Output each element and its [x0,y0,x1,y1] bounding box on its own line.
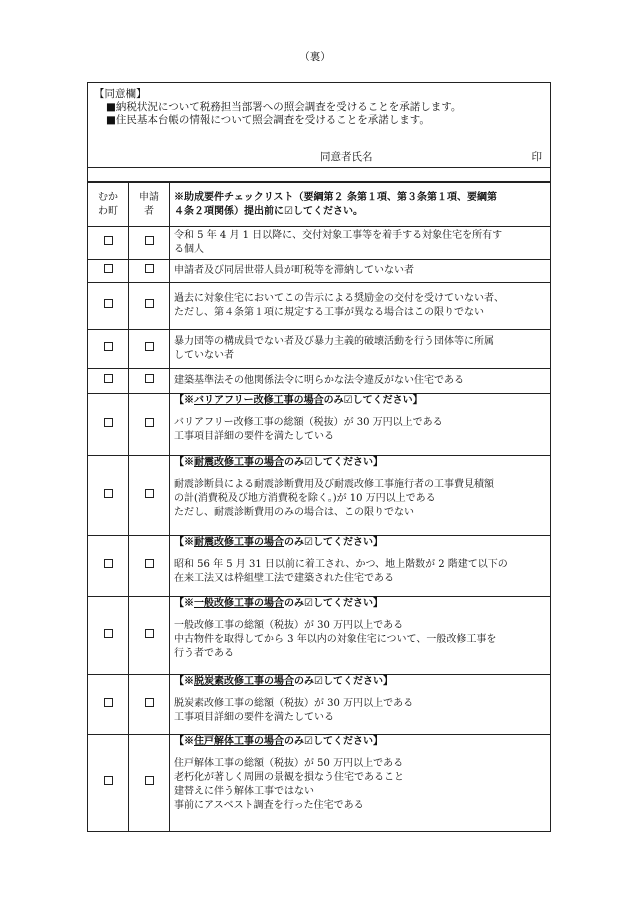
applicant-header-text: 申請 [139,191,159,203]
town-check-cell [88,260,129,283]
consent-resident-statement: ■住民基本台帳の情報について照会調査を受けることを承諾します。 [106,114,430,126]
checklist-row [88,675,551,735]
checklist-title [170,183,551,227]
checked-box-icon: ☑ [314,676,323,687]
spacer [174,470,546,478]
applicant-check-cell [129,369,170,394]
town-checkbox[interactable] [104,236,113,245]
town-check-cell [88,369,129,394]
applicant-checkbox[interactable] [145,698,154,707]
town-header-text: むか [98,191,118,203]
checklist-row [88,330,551,369]
checked-box-icon: ☑ [304,537,313,548]
checked-box-icon: ☑ [284,205,293,217]
town-checkbox[interactable] [104,776,113,785]
applicant-checkbox[interactable] [145,374,154,383]
town-column-header [88,183,129,227]
requirement-text: 耐震診断員による耐震診断費用及び耐震改修工事施行者の工事費見積額 [174,479,494,490]
requirement-text-cell [170,675,551,735]
conditional-heading [174,456,546,470]
requirement-text: ただし、耐震診断費用のみの場合は、この限りでない [174,507,414,518]
town-checkbox[interactable] [104,374,113,383]
town-checkbox[interactable] [104,342,113,351]
town-checkbox[interactable] [104,299,113,308]
requirement-text-cell [170,283,551,330]
conditional-heading-part: してください】 [312,457,383,468]
applicant-check-cell [129,260,170,283]
conditional-heading-part: のみ [323,395,344,406]
requirement-text: 建替えに伴う解体工事ではない [174,786,314,797]
town-check-cell [88,735,129,832]
checked-box-icon: ☑ [343,395,353,406]
applicant-check-cell [129,283,170,330]
applicant-check-cell [129,456,170,536]
town-check-cell [88,456,129,536]
conditional-heading-part: してください】 [322,676,393,687]
spacer [174,749,546,757]
town-check-cell [88,227,129,260]
conditional-heading-part: してください】 [312,537,383,548]
town-checkbox[interactable] [104,629,113,638]
seal-label: 印 [531,151,542,163]
requirement-text: る個人 [174,244,204,255]
conditional-heading [174,394,546,408]
section-divider [87,168,551,182]
requirement-text-cell [170,597,551,675]
applicant-checkbox[interactable] [145,629,154,638]
checklist-row [88,735,551,832]
spacer [174,611,546,619]
applicant-check-cell [129,675,170,735]
checklist-header-row [88,183,551,227]
checklist-row [88,597,551,675]
signer-name-label: 同意者氏名 [320,151,373,163]
conditional-heading-part: のみ [284,736,304,747]
conditional-heading-part: のみ [294,676,314,687]
requirement-text-cell [170,330,551,369]
checked-box-icon: ☑ [304,598,313,609]
requirement-text: していない者 [174,350,234,361]
applicant-checkbox[interactable] [145,264,154,273]
conditional-heading-part: 耐震改修工事の場合 [194,537,284,548]
requirement-text-cell [170,369,551,394]
checklist-title-line: してください。 [292,205,363,217]
conditional-heading-part: 脱炭素改修工事の場合 [194,676,294,687]
conditional-heading-part: のみ [284,457,304,468]
conditional-heading [174,597,546,611]
requirement-text: 過去に対象住宅においてこの告示による奨励金の交付を受けていない者、 [174,293,504,304]
requirement-text: 工事項目詳細の要件を満たしている [174,712,334,723]
checklist-title-line: ※助成要件チェックリスト（要綱第２ 条第１項、第３条第１項、要綱第 [174,191,497,203]
checklist-table [87,182,551,832]
requirement-text: バリアフリー改修工事の総額（税抜）が 30 万円以上である [174,417,443,428]
applicant-checkbox[interactable] [145,489,154,498]
conditional-heading-part: 【※ [174,457,194,468]
town-check-cell [88,675,129,735]
spacer [174,408,546,416]
conditional-heading-part: 一般改修工事の場合 [194,598,284,609]
conditional-heading-part: 【※ [174,598,194,609]
conditional-heading [174,735,546,749]
applicant-check-cell [129,227,170,260]
conditional-heading-part: 耐震改修工事の場合 [194,457,284,468]
spacer [174,689,546,697]
town-checkbox[interactable] [104,264,113,273]
consent-heading: 【同意欄】 [94,88,147,100]
requirement-text-cell [170,536,551,597]
checklist-row [88,260,551,283]
town-checkbox[interactable] [104,559,113,568]
conditional-heading-part: してください】 [312,736,383,747]
requirement-text: 行う者である [174,648,234,659]
conditional-heading-part: 【※ [174,676,194,687]
town-check-cell [88,597,129,675]
spacer [174,550,546,558]
conditional-heading-part: 【※ [174,736,194,747]
town-check-cell [88,283,129,330]
town-check-cell [88,394,129,456]
applicant-check-cell [129,735,170,832]
requirement-text: 事前にアスベスト調査を行った住宅である [174,800,364,811]
conditional-heading [174,675,546,689]
consent-tax-statement: ■納税状況について税務担当部署への照会調査を受けることを承諾します。 [106,101,462,113]
requirement-text: 在来工法又は枠組壁工法で建築された住宅である [174,573,394,584]
checked-box-icon: ☑ [304,736,313,747]
requirement-text: 建築基準法その他関係法令に明らかな法令違反がない住宅である [174,375,464,386]
town-checkbox[interactable] [104,489,113,498]
town-checkbox[interactable] [104,418,113,427]
conditional-heading-part: 【※ [174,395,194,406]
applicant-check-cell [129,597,170,675]
requirement-text: ただし、第４条第１項に規定する工事が異なる場合はこの限りでない [174,307,484,318]
town-check-cell [88,330,129,369]
requirement-text-cell [170,735,551,832]
applicant-checkbox[interactable] [145,559,154,568]
town-checkbox[interactable] [104,698,113,707]
requirement-text: 工事項目詳細の要件を満たしている [174,431,334,442]
checklist-row [88,536,551,597]
checklist-title-line: ４条２項関係）提出前に [174,205,284,217]
applicant-checkbox[interactable] [145,418,154,427]
applicant-check-cell [129,536,170,597]
applicant-check-cell [129,394,170,456]
checklist-row [88,369,551,394]
applicant-checkbox[interactable] [145,236,154,245]
requirement-text-cell [170,260,551,283]
requirement-text-cell [170,227,551,260]
requirement-text: 老朽化が著しく周囲の景観を損なう住宅であること [174,772,404,783]
checklist-row [88,283,551,330]
conditional-heading-part: 住戸解体工事の場合 [194,736,284,747]
requirement-text: 令和 5 年 4 月 1 日以降に、交付対象工事等を着手する対象住宅を所有す [174,230,503,241]
applicant-checkbox[interactable] [145,776,154,785]
conditional-heading-part: してください】 [352,395,423,406]
applicant-column-header [129,183,170,227]
conditional-heading-part: してください】 [312,598,383,609]
requirement-text: 脱炭素改修工事の総額（税抜）が 30 万円以上である [174,698,414,709]
conditional-heading-part: のみ [284,537,304,548]
conditional-heading [174,536,546,550]
applicant-checkbox[interactable] [145,299,154,308]
requirement-text: 住戸解体工事の総額（税抜）が 50 万円以上である [174,758,404,769]
consent-section [87,82,551,168]
conditional-heading-part: バリアフリー改修工事の場合 [194,395,324,406]
requirement-text-cell [170,456,551,536]
checked-box-icon: ☑ [304,457,313,468]
checklist-row [88,394,551,456]
town-header-text: わ町 [98,205,118,217]
conditional-heading-part: 【※ [174,537,194,548]
conditional-heading-part: のみ [284,598,304,609]
requirement-text: 申請者及び同居世帯人員が町税等を滞納していない者 [174,265,414,276]
requirement-text: 昭和 56 年 5 月 31 日以前に着工され、かつ、地上階数が 2 階建て以下の [174,559,508,570]
applicant-check-cell [129,330,170,369]
requirement-text: 一般改修工事の総額（税抜）が 30 万円以上である [174,620,404,631]
applicant-checkbox[interactable] [145,342,154,351]
requirement-text: 中古物件を取得してから 3 年以内の対象住宅について、一般改修工事を [174,634,497,645]
town-check-cell [88,536,129,597]
requirement-text-cell [170,394,551,456]
checklist-row [88,227,551,260]
checklist-row [88,456,551,536]
requirement-text: の計(消費税及び地方消費税を除く。)が 10 万円以上である [174,493,436,504]
applicant-header-text: 者 [144,205,154,217]
page-side-label: （裏） [299,51,331,63]
requirement-text: 暴力団等の構成員でない者及び暴力主義的破壊活動を行う団体等に所属 [174,336,494,347]
